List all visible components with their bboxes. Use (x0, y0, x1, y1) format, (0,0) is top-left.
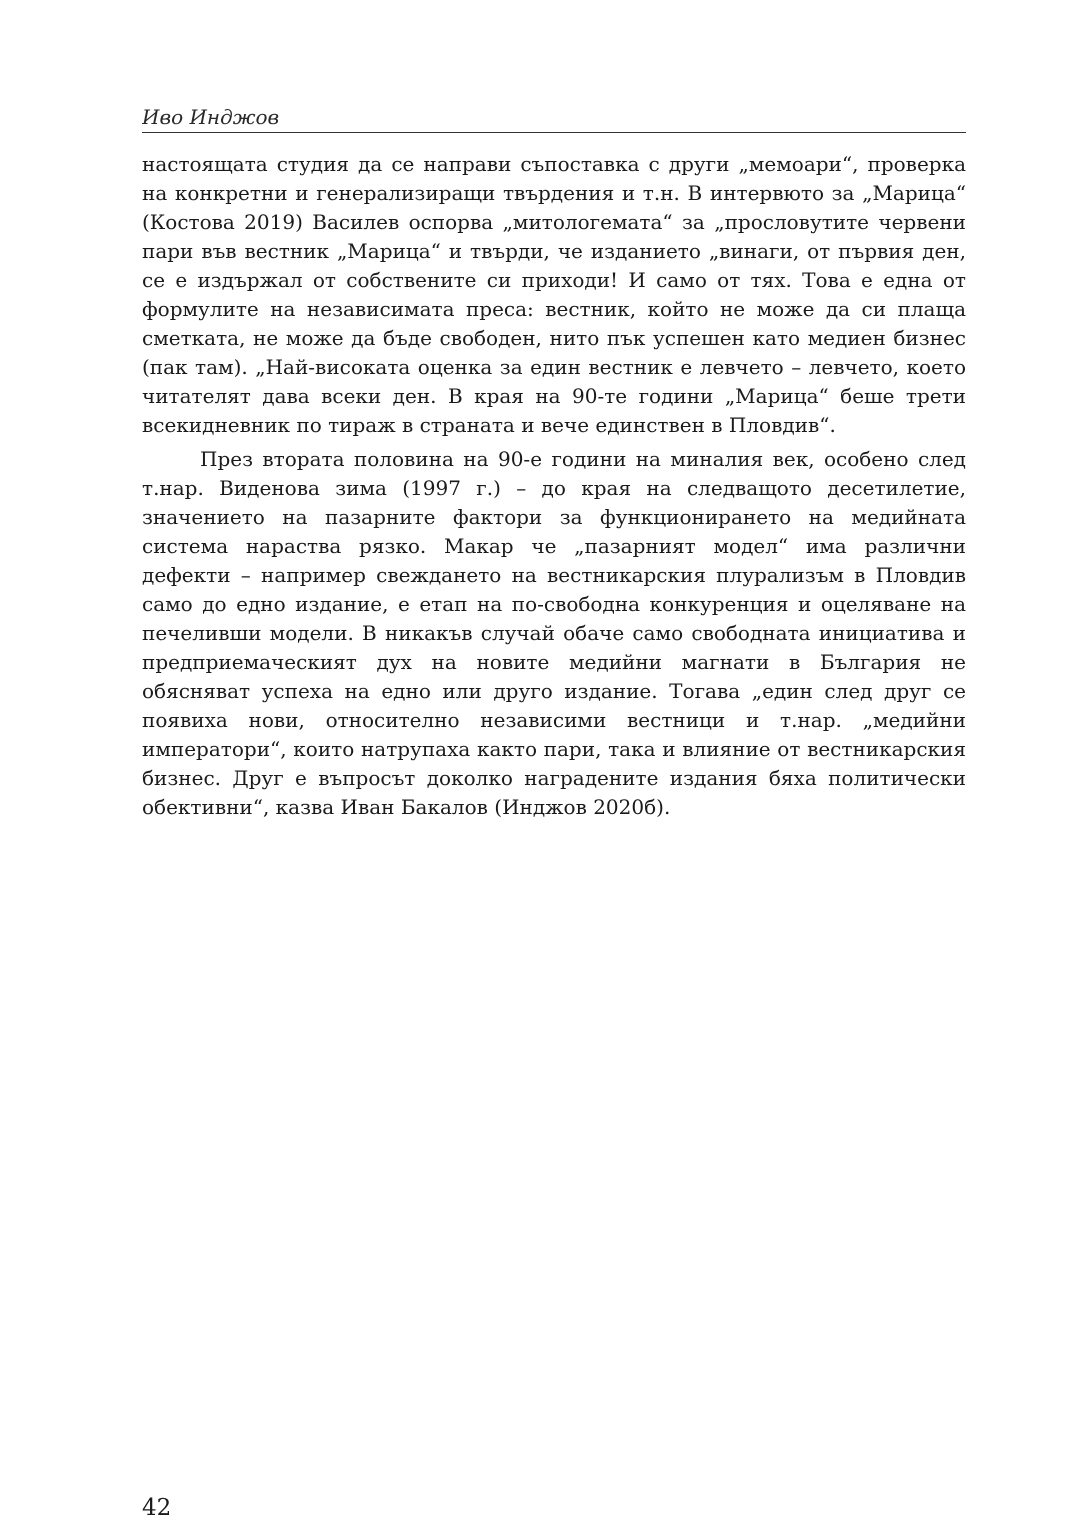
paragraph: През втората половина на 90-е години на миналия век, особено след т.нар. Виденова зима (1997 г.) – до края на следващото десетилетие, значението на пазарните фактори за функционирането на медийната система нараства рязко. Макар че „пазарният модел“ има различни дефекти – например свеждането на вестникарския плурализъм в Пловдив само до едно издание, е етап на по-свободна конкуренция и оцеляване на печеливши модели. В никакъв случай обаче само свободната инициатива и предприемаческият дух на новите медийни магнати в България не обясняват успеха на едно или друго издание. Тогава „един след друг се появиха нови, относително независими вестници и т.нар. „медийни императори“, които натрупаха както пари, така и влияние от вестникарския бизнес. Друг е въпросът доколко наградените издания бяха политически обективни“, казва Иван Бакалов (Инджов 2020б). (142, 447, 966, 819)
page-number: 42 (142, 1495, 172, 1521)
running-head-author: Иво Инджов (142, 102, 966, 133)
body-text (142, 150, 966, 1485)
paragraph: настоящата студия да се направи съпоставка с други „мемоари“, проверка на конкретни и генерализиращи твърдения и т.н. В интервюто за „Марица“ (Костова 2019) Василев оспорва „митологемата“ за „прословутите червени пари във вестник „Марица“ и твърди, че изданието „винаги, от първия ден, се е издържал от собствените си приходи! И само от тях. Това е една от формулите на независимата преса: вестник, който не може да си плаща сметката, не може да бъде свободен, нито пък успешен като медиен бизнес (пак там). „Най-високата оценка за един вестник е левчето – левчето, което читателят дава всеки ден. В края на 90-те години „Марица“ беше трети всекидневник по тираж в страната и вече единствен в Пловдив“. (142, 152, 966, 437)
